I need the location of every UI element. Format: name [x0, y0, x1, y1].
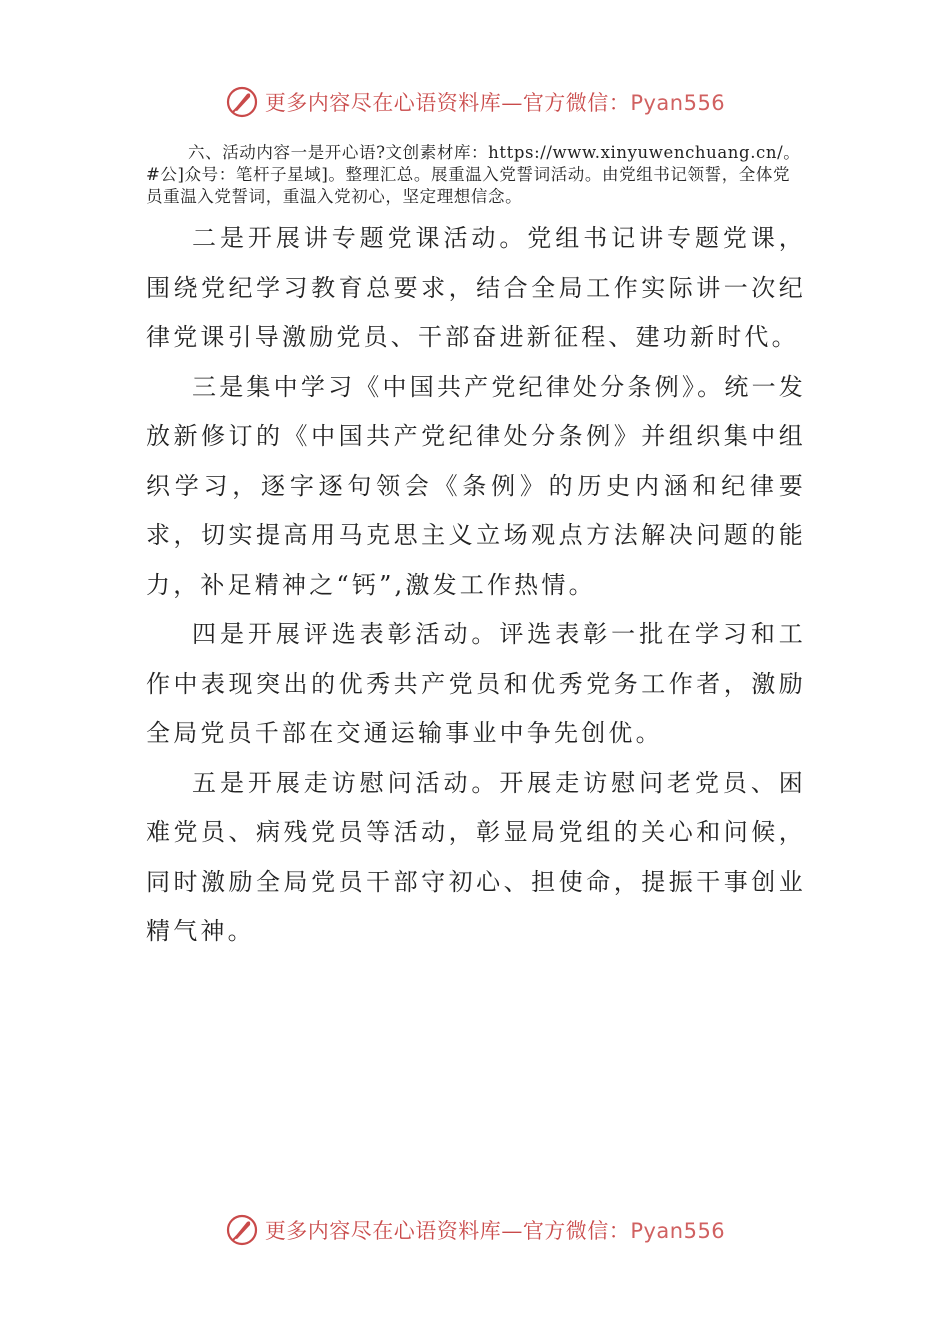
quill-logo-icon: [225, 1213, 259, 1247]
header-separator: —: [501, 91, 523, 115]
footer-separator: —: [501, 1219, 523, 1243]
quill-logo-icon: [225, 85, 259, 119]
footer-banner-text: [265, 1215, 725, 1245]
paragraph-5: 五是开展走访慰问活动。开展走访慰问老党员、困难党员、病残党员等活动，彰显局党组的关心和问候，同时激励全局党员干部守初心、担使命，提振干事创业精气神。: [146, 768, 806, 945]
paragraph-2: 二是开展讲专题党课活动。党组书记讲专题党课，围绕党纪学习教育总要求，结合全局工作实际讲一次纪律党课引导激励党员、干部奋进新征程、建功新时代。: [146, 224, 806, 351]
header-brand: 更多内容尽在心语资料库: [264, 91, 502, 115]
document-body: [146, 142, 806, 957]
paragraph-4: 四是开展评选表彰活动。评选表彰一批在学习和工作中表现突出的优秀共产党员和优秀党务工作者，激励全局党员千部在交通运输事业中争先创优。: [146, 620, 806, 747]
footer-brand: 更多内容尽在心语资料库: [264, 1219, 502, 1243]
intro-paragraph: 六、活动内容一是开心语?文创素材库：https://www.xinyuwenchuang.cn/。#公]众号：笔杆子星域]。整理汇总。展重温入党誓词活动。由党组书记领誓，全体党员重温入党誓词，重温入党初心，坚定理想信念。: [146, 143, 801, 206]
header-banner-text: [265, 87, 725, 117]
footer-contact-label: 官方微信：: [522, 1219, 631, 1243]
footer-watermark-banner: [0, 1210, 950, 1250]
header-watermark-banner: [0, 82, 950, 122]
paragraph-3: 三是集中学习《中国共产党纪律处分条例》。统一发放新修订的《中国共产党纪律处分条例》并组织集中组织学习，逐字逐句领会《条例》的历史内涵和纪律要求，切实提高用马克思主义立场观点方法解决问题的能力，补足精神之“钙”,激发工作热情。: [146, 372, 806, 599]
footer-contact-id: Pyan556: [630, 1219, 726, 1243]
header-contact-label: 官方微信：: [522, 91, 631, 115]
header-contact-id: Pyan556: [630, 91, 726, 115]
